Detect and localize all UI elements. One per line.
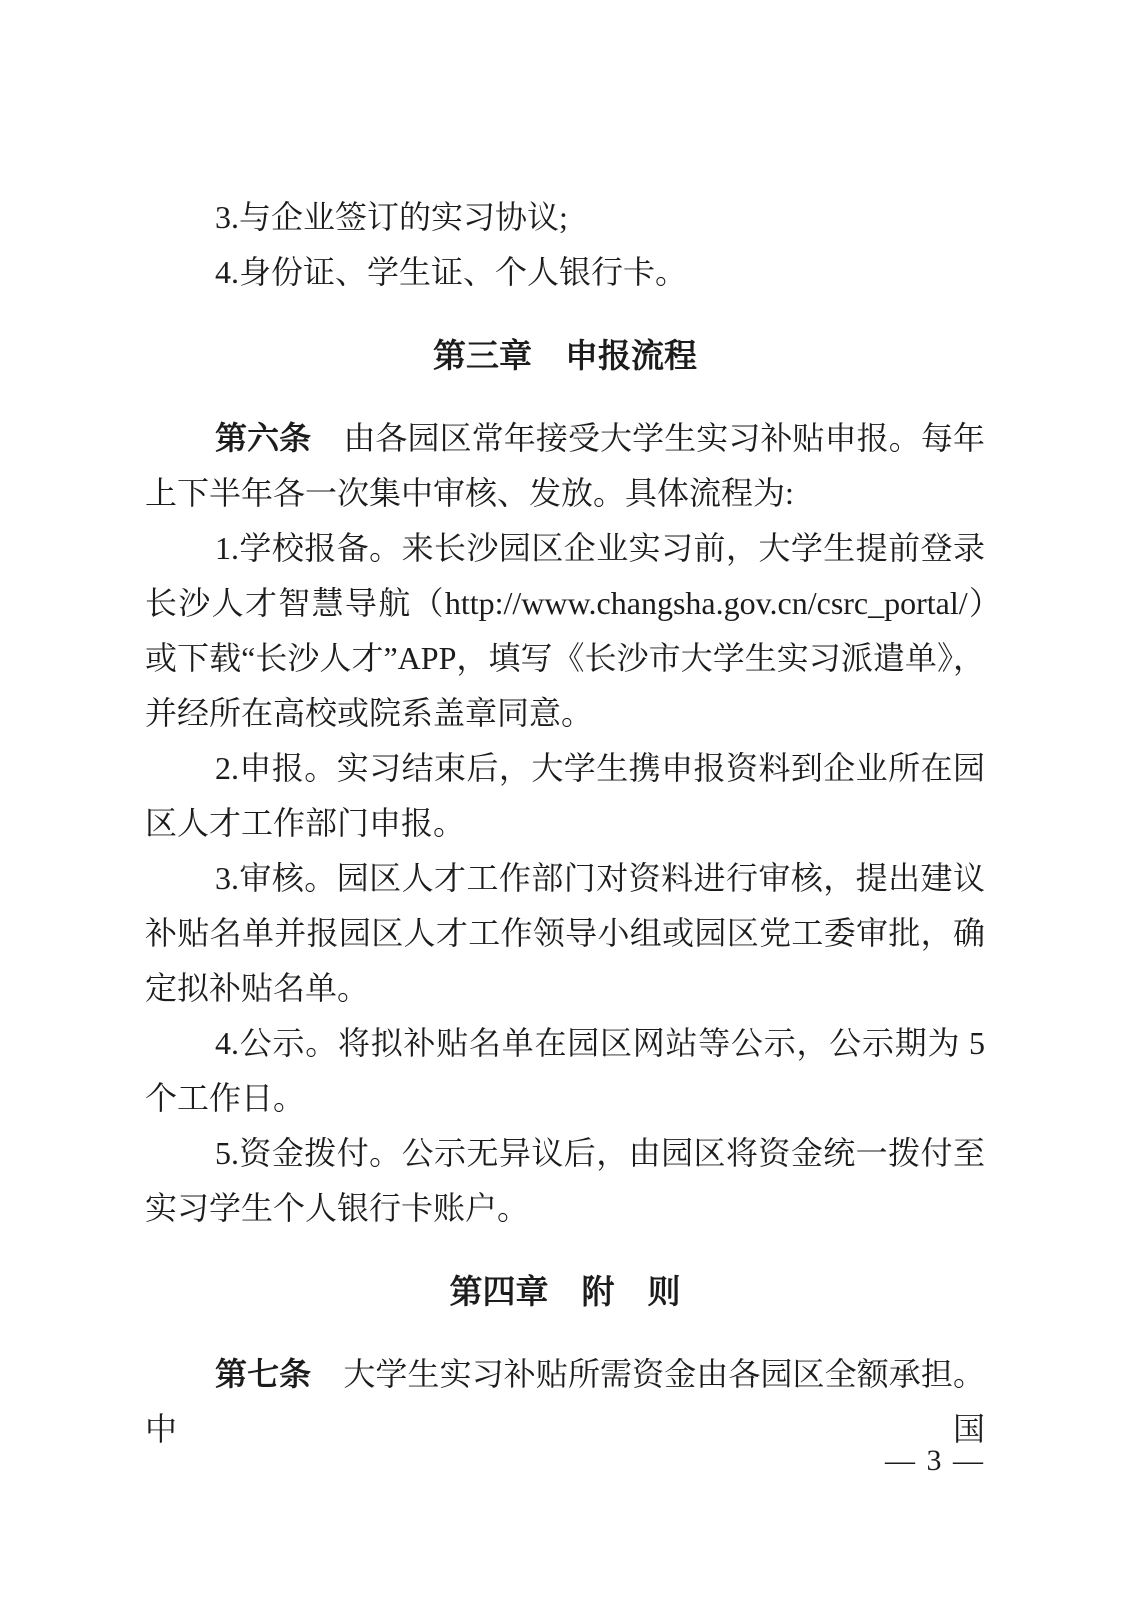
paragraph-text: 由各园区常年接受大学生实习补贴申报。每年上下半年各一次集中审核、发放。具体流程为:	[145, 420, 985, 511]
paragraph: 3.与企业签订的实习协议;	[215, 199, 568, 235]
paragraph-article-7	[145, 1347, 985, 1457]
paragraph-step-4: 4.公示。将拟补贴名单在园区网站等公示，公示期为 5 个工作日。	[145, 1025, 985, 1116]
article-number-label: 第七条	[215, 1356, 312, 1392]
paragraph-step-2: 2.申报。实习结束后，大学生携申报资料到企业所在园区人才工作部门申报。	[145, 750, 985, 841]
paragraph-step-5: 5.资金拨付。公示无异议后，由园区将资金统一拨付至实习学生个人银行卡账户。	[145, 1135, 985, 1226]
article-number-label: 第六条	[215, 420, 312, 456]
paragraph-step-3: 3.审核。园区人才工作部门对资料进行审核，提出建议补贴名单并报园区人才工作领导小组或园区党工委审批，确定拟补贴名单。	[145, 860, 985, 1006]
chapter-heading-4: 第四章 附 则	[449, 1273, 681, 1310]
paragraph: 4.身份证、学生证、个人银行卡。	[215, 254, 688, 290]
paragraph-article-6	[145, 411, 985, 521]
document-body	[145, 190, 985, 1457]
chapter-heading-3: 第三章 申报流程	[433, 337, 697, 374]
paragraph-step-1: 1.学校报备。来长沙园区企业实习前，大学生提前登录长沙人才智慧导航（http://www.changsha.gov.cn/csrc_portal/）或下载“长沙人才”APP，填写《长沙市大学生实习派遣单》，并经所在高校或院系盖章同意。	[145, 530, 985, 731]
paragraph-text: 大学生实习补贴所需资金由各园区全额承担。中国	[145, 1356, 985, 1447]
page-number: — 3 —	[885, 1444, 985, 1477]
